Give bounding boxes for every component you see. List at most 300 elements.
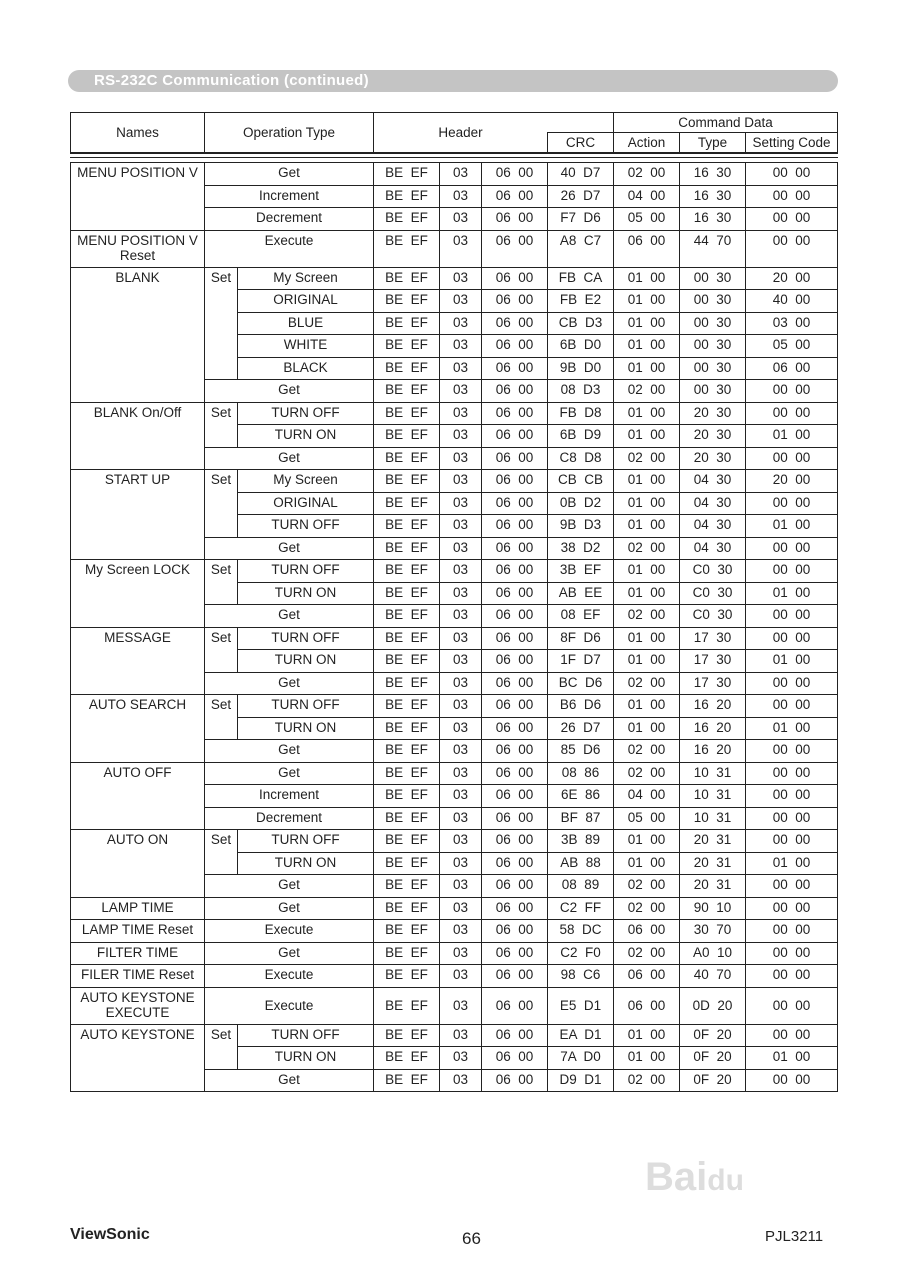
command-name: START UP: [71, 470, 205, 560]
header-byte-1: BE EF: [374, 163, 440, 186]
action-value: 05 00: [614, 208, 680, 231]
operation: WHITE: [238, 335, 374, 358]
action-value: 01 00: [614, 425, 680, 448]
action-value: 02 00: [614, 762, 680, 785]
command-name: MESSAGE: [71, 627, 205, 695]
header-byte-2: 03: [440, 1069, 482, 1092]
table-row: [71, 830, 838, 853]
section-title: RS-232C Communication (continued): [94, 72, 369, 89]
action-value: 02 00: [614, 740, 680, 763]
type-value: 00 30: [680, 290, 746, 313]
header-byte-3: 06 00: [482, 695, 548, 718]
setting-code-value: 00 00: [746, 560, 838, 583]
operation: Execute: [205, 230, 374, 267]
header-byte-2: 03: [440, 208, 482, 231]
header-byte-2: 03: [440, 537, 482, 560]
header-byte-2: 03: [440, 785, 482, 808]
action-value: 01 00: [614, 852, 680, 875]
header-byte-2: 03: [440, 762, 482, 785]
action-value: 01 00: [614, 470, 680, 493]
crc-value: 9B D0: [548, 357, 614, 380]
setting-code-value: 20 00: [746, 267, 838, 290]
crc-value: 6B D0: [548, 335, 614, 358]
operation: Increment: [205, 185, 374, 208]
operation: ORIGINAL: [238, 290, 374, 313]
crc-value: AB EE: [548, 582, 614, 605]
setting-code-value: 00 00: [746, 402, 838, 425]
operation: Execute: [205, 965, 374, 988]
header-byte-3: 06 00: [482, 717, 548, 740]
header-byte-3: 06 00: [482, 312, 548, 335]
command-name: AUTO KEYSTONE EXECUTE: [71, 987, 205, 1024]
type-value: 0F 20: [680, 1069, 746, 1092]
set-label: Set: [205, 402, 238, 447]
header-byte-3: 06 00: [482, 470, 548, 493]
header-byte-1: BE EF: [374, 290, 440, 313]
type-value: 20 31: [680, 875, 746, 898]
header-byte-3: 06 00: [482, 267, 548, 290]
watermark-logo: Baidu: [645, 1155, 744, 1199]
header-byte-2: 03: [440, 357, 482, 380]
action-value: 01 00: [614, 492, 680, 515]
header-byte-2: 03: [440, 717, 482, 740]
operation: TURN OFF: [238, 515, 374, 538]
header-byte-2: 03: [440, 1047, 482, 1070]
type-value: 04 30: [680, 515, 746, 538]
crc-value: 08 89: [548, 875, 614, 898]
table-row: [71, 987, 838, 1024]
command-name: BLANK On/Off: [71, 402, 205, 470]
setting-code-value: 00 00: [746, 875, 838, 898]
header-byte-3: 06 00: [482, 1047, 548, 1070]
table-row: [71, 267, 838, 290]
setting-code-value: 01 00: [746, 515, 838, 538]
action-value: 06 00: [614, 987, 680, 1024]
header-byte-1: BE EF: [374, 875, 440, 898]
operation: Get: [205, 762, 374, 785]
type-value: 17 30: [680, 672, 746, 695]
type-value: 20 31: [680, 830, 746, 853]
header-byte-2: 03: [440, 672, 482, 695]
crc-value: AB 88: [548, 852, 614, 875]
action-value: 02 00: [614, 897, 680, 920]
operation: TURN OFF: [238, 627, 374, 650]
type-value: 00 30: [680, 267, 746, 290]
header-byte-3: 06 00: [482, 650, 548, 673]
operation: ORIGINAL: [238, 492, 374, 515]
action-value: 01 00: [614, 1047, 680, 1070]
header-byte-2: 03: [440, 627, 482, 650]
header-byte-2: 03: [440, 470, 482, 493]
operation: Get: [205, 537, 374, 560]
crc-value: B6 D6: [548, 695, 614, 718]
command-name: MENU POSITION V Reset: [71, 230, 205, 267]
operation: TURN ON: [238, 852, 374, 875]
header-byte-1: BE EF: [374, 987, 440, 1024]
crc-value: F7 D6: [548, 208, 614, 231]
header-byte-2: 03: [440, 650, 482, 673]
action-value: 02 00: [614, 163, 680, 186]
type-value: C0 30: [680, 560, 746, 583]
col-operation-type: Operation Type: [205, 113, 374, 153]
command-name: AUTO SEARCH: [71, 695, 205, 763]
crc-value: 38 D2: [548, 537, 614, 560]
setting-code-value: 00 00: [746, 1024, 838, 1047]
type-value: 16 30: [680, 163, 746, 186]
operation: Get: [205, 380, 374, 403]
set-label: Set: [205, 470, 238, 538]
brand-name: ViewSonic: [70, 1226, 150, 1243]
header-byte-3: 06 00: [482, 987, 548, 1024]
crc-value: 40 D7: [548, 163, 614, 186]
header-byte-3: 06 00: [482, 185, 548, 208]
operation: Decrement: [205, 807, 374, 830]
operation: Execute: [205, 920, 374, 943]
type-value: 10 31: [680, 807, 746, 830]
type-value: 00 30: [680, 335, 746, 358]
setting-code-value: 01 00: [746, 1047, 838, 1070]
setting-code-value: 00 00: [746, 627, 838, 650]
operation: TURN ON: [238, 425, 374, 448]
setting-code-value: 00 00: [746, 208, 838, 231]
header-byte-2: 03: [440, 807, 482, 830]
header-byte-2: 03: [440, 515, 482, 538]
header-byte-2: 03: [440, 830, 482, 853]
setting-code-value: 01 00: [746, 852, 838, 875]
header-byte-3: 06 00: [482, 605, 548, 628]
operation: TURN OFF: [238, 402, 374, 425]
table-row: [71, 695, 838, 718]
setting-code-value: 00 00: [746, 762, 838, 785]
crc-value: D9 D1: [548, 1069, 614, 1092]
setting-code-value: 00 00: [746, 672, 838, 695]
action-value: 02 00: [614, 605, 680, 628]
setting-code-value: 01 00: [746, 717, 838, 740]
operation: BLACK: [238, 357, 374, 380]
operation: My Screen: [238, 267, 374, 290]
action-value: 05 00: [614, 807, 680, 830]
operation: Increment: [205, 785, 374, 808]
header-byte-3: 06 00: [482, 1024, 548, 1047]
header-byte-3: 06 00: [482, 335, 548, 358]
type-value: 20 31: [680, 852, 746, 875]
header-byte-2: 03: [440, 695, 482, 718]
header-byte-2: 03: [440, 447, 482, 470]
header-byte-1: BE EF: [374, 650, 440, 673]
operation: TURN OFF: [238, 560, 374, 583]
crc-value: 08 86: [548, 762, 614, 785]
header-byte-2: 03: [440, 425, 482, 448]
header-byte-2: 03: [440, 987, 482, 1024]
header-byte-3: 06 00: [482, 830, 548, 853]
header-byte-1: BE EF: [374, 717, 440, 740]
action-value: 01 00: [614, 582, 680, 605]
crc-value: FB E2: [548, 290, 614, 313]
header-byte-3: 06 00: [482, 672, 548, 695]
header-byte-2: 03: [440, 560, 482, 583]
header-byte-1: BE EF: [374, 942, 440, 965]
action-value: 01 00: [614, 515, 680, 538]
header-byte-1: BE EF: [374, 402, 440, 425]
action-value: 02 00: [614, 672, 680, 695]
type-value: 17 30: [680, 650, 746, 673]
header-byte-2: 03: [440, 402, 482, 425]
header-byte-2: 03: [440, 875, 482, 898]
header-byte-3: 06 00: [482, 582, 548, 605]
header-byte-3: 06 00: [482, 852, 548, 875]
header-byte-3: 06 00: [482, 537, 548, 560]
type-value: 20 30: [680, 425, 746, 448]
table-row: [71, 942, 838, 965]
header-byte-2: 03: [440, 267, 482, 290]
crc-value: BF 87: [548, 807, 614, 830]
header-byte-2: 03: [440, 290, 482, 313]
command-table: [70, 162, 838, 1092]
setting-code-value: 00 00: [746, 447, 838, 470]
header-byte-1: BE EF: [374, 312, 440, 335]
operation: TURN ON: [238, 1047, 374, 1070]
operation: Get: [205, 163, 374, 186]
action-value: 01 00: [614, 267, 680, 290]
col-names: Names: [71, 113, 205, 153]
setting-code-value: 00 00: [746, 1069, 838, 1092]
table-row: [71, 230, 838, 267]
header-byte-1: BE EF: [374, 627, 440, 650]
header-byte-3: 06 00: [482, 380, 548, 403]
command-name: LAMP TIME: [71, 897, 205, 920]
setting-code-value: 01 00: [746, 582, 838, 605]
header-byte-1: BE EF: [374, 470, 440, 493]
command-name: BLANK: [71, 267, 205, 402]
header-byte-3: 06 00: [482, 965, 548, 988]
header-byte-1: BE EF: [374, 965, 440, 988]
type-value: 16 30: [680, 208, 746, 231]
operation: Get: [205, 605, 374, 628]
header-byte-1: BE EF: [374, 807, 440, 830]
header-byte-1: BE EF: [374, 582, 440, 605]
type-value: 40 70: [680, 965, 746, 988]
crc-value: 08 EF: [548, 605, 614, 628]
set-label: Set: [205, 560, 238, 605]
type-value: 04 30: [680, 492, 746, 515]
col-crc: CRC: [548, 133, 614, 153]
double-rule: [70, 153, 838, 158]
set-label: Set: [205, 267, 238, 380]
crc-value: 1F D7: [548, 650, 614, 673]
header-byte-1: BE EF: [374, 425, 440, 448]
table-row: [71, 560, 838, 583]
crc-value: 26 D7: [548, 717, 614, 740]
type-value: 00 30: [680, 380, 746, 403]
header-byte-3: 06 00: [482, 402, 548, 425]
header-byte-2: 03: [440, 920, 482, 943]
header-byte-3: 06 00: [482, 920, 548, 943]
table-row: [71, 402, 838, 425]
action-value: 04 00: [614, 785, 680, 808]
header-byte-2: 03: [440, 852, 482, 875]
setting-code-value: 20 00: [746, 470, 838, 493]
setting-code-value: 00 00: [746, 807, 838, 830]
type-value: 0F 20: [680, 1047, 746, 1070]
header-byte-1: BE EF: [374, 740, 440, 763]
type-value: 16 20: [680, 695, 746, 718]
header-byte-1: BE EF: [374, 335, 440, 358]
crc-value: 26 D7: [548, 185, 614, 208]
crc-value: C2 F0: [548, 942, 614, 965]
type-value: 0F 20: [680, 1024, 746, 1047]
header-byte-1: BE EF: [374, 537, 440, 560]
type-value: 04 30: [680, 470, 746, 493]
header-byte-1: BE EF: [374, 1024, 440, 1047]
setting-code-value: 00 00: [746, 380, 838, 403]
header-byte-1: BE EF: [374, 605, 440, 628]
type-value: 20 30: [680, 447, 746, 470]
type-value: 17 30: [680, 627, 746, 650]
header-byte-2: 03: [440, 605, 482, 628]
command-name: AUTO KEYSTONE: [71, 1024, 205, 1092]
header-byte-2: 03: [440, 942, 482, 965]
type-value: 16 20: [680, 717, 746, 740]
page-number: 66: [462, 1229, 481, 1248]
action-value: 02 00: [614, 1069, 680, 1092]
operation: Get: [205, 942, 374, 965]
crc-value: 8F D6: [548, 627, 614, 650]
crc-value: 58 DC: [548, 920, 614, 943]
operation: TURN ON: [238, 650, 374, 673]
table-row: [71, 163, 838, 186]
action-value: 06 00: [614, 920, 680, 943]
setting-code-value: 00 00: [746, 230, 838, 267]
header-byte-2: 03: [440, 582, 482, 605]
header-byte-1: BE EF: [374, 447, 440, 470]
command-name: AUTO OFF: [71, 762, 205, 830]
setting-code-value: 00 00: [746, 920, 838, 943]
setting-code-value: 00 00: [746, 740, 838, 763]
table-row: [71, 627, 838, 650]
header-byte-3: 06 00: [482, 560, 548, 583]
header-byte-3: 06 00: [482, 425, 548, 448]
crc-value: CB CB: [548, 470, 614, 493]
command-name: My Screen LOCK: [71, 560, 205, 628]
table-row: [71, 470, 838, 493]
setting-code-value: 00 00: [746, 830, 838, 853]
header-byte-1: BE EF: [374, 208, 440, 231]
action-value: 01 00: [614, 357, 680, 380]
header-byte-2: 03: [440, 740, 482, 763]
action-value: 01 00: [614, 627, 680, 650]
table-row: [71, 897, 838, 920]
crc-value: FB CA: [548, 267, 614, 290]
action-value: 01 00: [614, 695, 680, 718]
header-byte-1: BE EF: [374, 185, 440, 208]
crc-value: 6B D9: [548, 425, 614, 448]
header-byte-2: 03: [440, 897, 482, 920]
action-value: 01 00: [614, 717, 680, 740]
crc-value: C8 D8: [548, 447, 614, 470]
crc-value: EA D1: [548, 1024, 614, 1047]
header-byte-3: 06 00: [482, 492, 548, 515]
header-byte-3: 06 00: [482, 762, 548, 785]
type-value: 16 20: [680, 740, 746, 763]
setting-code-value: 00 00: [746, 897, 838, 920]
header-byte-3: 06 00: [482, 740, 548, 763]
header-byte-1: BE EF: [374, 695, 440, 718]
action-value: 02 00: [614, 942, 680, 965]
header-byte-2: 03: [440, 163, 482, 186]
action-value: 01 00: [614, 830, 680, 853]
operation: TURN OFF: [238, 695, 374, 718]
type-value: 90 10: [680, 897, 746, 920]
crc-value: 3B 89: [548, 830, 614, 853]
operation: Get: [205, 897, 374, 920]
col-header-spacer: [548, 113, 614, 133]
setting-code-value: 00 00: [746, 605, 838, 628]
header-byte-1: BE EF: [374, 267, 440, 290]
type-value: 0D 20: [680, 987, 746, 1024]
header-byte-3: 06 00: [482, 163, 548, 186]
operation: Get: [205, 740, 374, 763]
action-value: 01 00: [614, 650, 680, 673]
set-label: Set: [205, 830, 238, 875]
type-value: 10 31: [680, 785, 746, 808]
crc-value: 6E 86: [548, 785, 614, 808]
table-row: [71, 965, 838, 988]
table-row: [71, 1024, 838, 1047]
header-byte-1: BE EF: [374, 897, 440, 920]
header-byte-1: BE EF: [374, 357, 440, 380]
command-name: FILER TIME Reset: [71, 965, 205, 988]
action-value: 02 00: [614, 875, 680, 898]
type-value: 00 30: [680, 357, 746, 380]
type-value: 20 30: [680, 402, 746, 425]
header-byte-2: 03: [440, 230, 482, 267]
header-byte-3: 06 00: [482, 290, 548, 313]
header-byte-3: 06 00: [482, 785, 548, 808]
table-row: [71, 762, 838, 785]
table-header: [70, 112, 838, 153]
header-byte-1: BE EF: [374, 1047, 440, 1070]
setting-code-value: 00 00: [746, 163, 838, 186]
header-byte-2: 03: [440, 380, 482, 403]
operation: Get: [205, 875, 374, 898]
action-value: 01 00: [614, 290, 680, 313]
header-byte-2: 03: [440, 965, 482, 988]
header-byte-3: 06 00: [482, 897, 548, 920]
setting-code-value: 05 00: [746, 335, 838, 358]
operation: BLUE: [238, 312, 374, 335]
command-name: MENU POSITION V: [71, 163, 205, 231]
operation: TURN ON: [238, 582, 374, 605]
setting-code-value: 00 00: [746, 695, 838, 718]
header-byte-3: 06 00: [482, 1069, 548, 1092]
header-byte-1: BE EF: [374, 230, 440, 267]
crc-value: FB D8: [548, 402, 614, 425]
col-header: Header: [374, 113, 548, 153]
command-name: LAMP TIME Reset: [71, 920, 205, 943]
operation: TURN OFF: [238, 830, 374, 853]
col-type: Type: [680, 133, 746, 153]
header-byte-3: 06 00: [482, 357, 548, 380]
crc-value: CB D3: [548, 312, 614, 335]
action-value: 06 00: [614, 230, 680, 267]
operation: Get: [205, 672, 374, 695]
type-value: 16 30: [680, 185, 746, 208]
header-byte-1: BE EF: [374, 830, 440, 853]
crc-value: A8 C7: [548, 230, 614, 267]
action-value: 02 00: [614, 537, 680, 560]
header-byte-1: BE EF: [374, 785, 440, 808]
setting-code-value: 00 00: [746, 987, 838, 1024]
